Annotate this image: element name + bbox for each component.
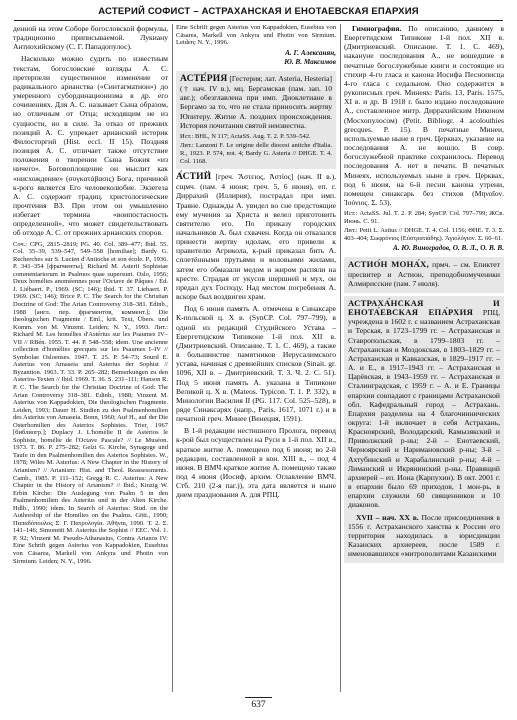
bibliography-continued [176, 24, 336, 47]
entry-text: [Гестерия; лат. Asteria, Hesteria] († нач. IV в.), мц. Бергамская (пам. зап. 10 авг.); обезглавлена при имп. Диоклетиане в Бергамо за то, что не стала приносить жертву Юпитеру. Житие А. поздних происхождения. История почитания святой неизвестна. [180, 73, 332, 130]
entry-literature: Лит.: Petit L. Astius // DHGE. T. 4. Col. 1156; ΘΗΕ. T. 3. Σ. 403–404; Σωφρόνιος (Εὐστρατιάδης). Ἁγιολόγιον. Σ. 60–61. [344, 227, 504, 242]
entry-body [348, 299, 500, 510]
body-paragraph: Под 6 июня память А. отмечена в Синаксаре К-польской ц. X в. (SynCP. Col. 797–799), в одной из редакций Студийского Устава – Евергетидском Типиконе 1-й пол. XII в. (Дмитриевский. Описание. Т. 1. С. 469), а также в большинстве памятников Иерусалимского устава, начиная с древнейших списков (Sinait. gr. 1096, XII в. – Дмитриевский. Т. 3. Ч. 2. С. 51). Под 5 июня память А. указана в Типиконе Великой ц. X в. (Mateos. Typicon. T. 1. P. 332), в Минологии Василия II (PG. 117. Col. 525–528), в ряде Синаксарях (напр., Paris. 1617, 1071 г.) и в печатной греч. Минее (Венеция, 1591). [176, 304, 336, 424]
entry-literature: Лит.: Lanzoni F. Le origine delle diocesi antiche d'Italia. R., 1923. P. 574, not. 4; Bardy G. Asteria // DHGE. T. 4. Col. 1168. [180, 142, 332, 165]
entry-asteria [176, 71, 336, 169]
entry-astiy [176, 172, 336, 499]
entry-headword: АСТЕ́РИЯ [180, 73, 228, 84]
entry-text: прмч. – см. Епиктет пресвитер и Астион, преподобномученики Алмирисские (пам. 7 июля). [348, 260, 500, 288]
body-paragraph: денной на этом Соборе богословской формулы, традиционно приписываемой. Лукиану Антиохийскому (С. Г. Пападопулос). [13, 24, 168, 52]
entry-text: После присоединения в 1556 г. Астраханского ханства к России его территория находилась в юрисдикции Казанских архиереев, после 1589 г. именовавшихся «митрополитами Казанскими [348, 512, 501, 559]
entry-headword: АСТРАХА́НСКАЯ И ЕНОТА́ЕВСКАЯ ЕПА́РХИЯ [348, 297, 500, 318]
page-number-text: 637 [245, 697, 271, 710]
column-divider [340, 24, 341, 692]
entry-sources: Ист.: BHL, N 117; ActaSS. Aug. T. 2. P. 539–542. [180, 132, 311, 140]
entry-headword: АСТИО́Н МОНА́Х, [348, 259, 430, 270]
page-number [0, 700, 517, 710]
entry-references [344, 210, 504, 242]
author-signature [176, 49, 336, 67]
entry-eparchy [344, 296, 504, 563]
entry-text: РПЦ, учреждена в 1602 г. с названием Астраханская и Терская, в 1723–1799 гг. – Астраханская и Ставропольская, в 1799–1803 гг. – Астраханская и Моздокская, в 1803–1829 гг. – Астраханская и Кавказская, в 1829–1917 гг. – А. и Е., в 1917–1943 гг. – Астраханская и Царёвская, в 1943–1959 гг. – Астраханская и Сталинградская, с 1959 г. – А. и Е. Границы епархии совпадают с границами Астраханской обл. Кафедральный город – Астрахань. Епархия разделена на 4 благочиннических округа: 1-й включает в себя Астрахань, Красноярский, Володарский, Камызякский и Приволжский р-ны; 2-й – Енотаевский, Черноярский и Наримановский р-ны; 3-й – Ахтубинский и Харабалинский р-ны; 4-й – Лиманский и Икрянинский р-ны. Правящий архиерей – еп. Иона (Карпухин). В окт. 2001 г. в епархии было 69 приходов, 1 мон-рь, в епархии служили 60 священников и 10 диаконов. [348, 308, 500, 510]
body-paragraph [344, 24, 504, 207]
entry-body [180, 74, 332, 130]
bibliography-tail: Eine Schrift gegen Asterius von Kappadokien, Eusebius von Cäsarea, Markell von Ankyra und Photin von Sirmium. Leiden; N. Y., 1996. [176, 24, 336, 47]
column-left [13, 24, 168, 694]
entry-headword: А́СТИЙ [176, 172, 212, 183]
entry-sources: Ист.: ActaSS. Jul. T. 2. P. 284; SynCP. Col. 797–799; ЖСв. Июнь. С. 91. [344, 210, 504, 225]
author-name: Ю. В. Максимов [284, 57, 336, 66]
section-lead: XVII – нач. XX в. [356, 512, 419, 522]
column-right [344, 24, 504, 694]
column-divider [172, 24, 173, 692]
entry-body [348, 260, 500, 287]
entry-text: По описанию, данному в Евергетидском Типиконе 1-й пол. XII в. (Дмитриевский. Описание. Т. 1. С. 469), накануне последования А., не вошедшие в печатные богослужебные книги и состоящие из стихир 4-го гласа и канона Иосифа Песнописца 4-го гласа с седальном. Оно содержится в рукописных греч. Минеях: Paris. 13, Paris. 1575, XI в. и др. В 1918 г. было издано последование А., составленное митр. Диррахийским Никоном (Мосхопулосом) (Petit. Bibliogr. 4 acolouthies grecques. P. 15). В печатные Минеи, используемые ныне в греч. Церквах, указание на последования А. не вошло. В совр. богослужебной практике сохранилось. Перевод последования А. нет в печатн. В печатных Минеях, используемых ныне в греч. Церквах, под 6 июня, на 6-й песни канона утрени, помещен синаксарь без стихов (Μηναῖον. Ἰούνιος. Σ. 53). [344, 24, 504, 207]
body-paragraph [348, 513, 500, 559]
bibliography [13, 241, 168, 566]
entry-references [180, 133, 332, 165]
body-paragraph: Насколько можно судить по известным текстам, богословские взгляды А. С. претерпели существенное изменение от радикального арианства («Синтагматион») до умеренного субординационизма в др. его сочинениях. Для А. С. называет Сына образом, но отличным от Отца; исходящим не из сущности, но в силе. За отказ от прежних позиций А. С. упрекает арианский историк Филосторгий (Hist. eccl. II 15). Поздняя позиция А. С. отличает также отсутствие положения о творении Сына Божия «из ничего». Боговоплощение он мыслит как «нисхождение» (συγκατάβασις) Бога, причиной к-рого является Его человеколюбие. Экзегеза А. С. содержит традиц. христологические прочтения ВЗ. При этом он умышленно избегает термина «воипостасность определенной», что может свидетельствовать об отходе А. С. от прежних арианских споров. [13, 54, 168, 238]
entry-text: [греч. Ἄστειος, Ἀστίος] (нач. II в.), сщмч. (пам. 4 июня; греч. 5, 6 июня), еп. г. Диррахий (Иллирия), пострадал при имп. Траяне. Однажды А. увидел во сне предстоящие ему мучения за Христа и велел приготовить святителю его. По приказу городских начальников А. был схвачен. Когда он отказался принести жертву идолам, его привели к правителю Агрикола, к-рый приказал бить А. сплетёнными прутьями и воловьими жилами, затем его обмазали медом и жиром распяли на кресте. Страдая от укусов шершней и мух, он предал дух Господу. Над местом погребения А. вскоре был воздвиген храм. [176, 172, 336, 302]
entry-body [176, 172, 336, 301]
running-header: АСТЕРИЙ СОФИСТ – АСТРАХАНСКАЯ И ЕНОТАЕВСКАЯ ЕПАРХИЯ [14, 6, 503, 21]
author-name: А. Г. Алексанян, [285, 48, 336, 57]
author-signature: А. Ю. Виноградов, О. В. Л., О. В. В. [392, 244, 504, 253]
bibliography-text: Соч.: CPG, 2815–2819; PG. 40. Col. 389–477; Ibid. 55. Col. 35–39, 539–547, 549–558 [homiliae]; Bardy G. Recherches sur S. Lucien d'Antioche et son école. P., 1936. P. 341–354 [фрагменты]; Richard M. Asterii Sophistae commentariorum in Psalmos quae supersunt. Oslo, 1956; Deux homélies anoméennes pour l'Octave de Pâques / Éd. J. Liébaert. P., 1969. (SC; 146); Ibid. T. 37. Liebaert. P. 1969. (SC; 146); Вгісе Р. С. The Search for the Christian Doctrine of God: The Arian Controversy 318–381. Edinb., 1988 [англ. пер. фрагментов, коммент.]; Die theologischen Fragmente / Einl., krit. Text, Übers. und Komm. von M. Vinzent. Leiden; N. Y., 1993. Лит.: Richard M. Les homélies d'Astérius sur les Psaumes IV–VII // RBén. 1955. T. 44. P. 548–558; idem. Une ancienne collection d'homélies grecques sur les Psaumes I–IV // Symbolae Osloenses. 1947. T. 25. P. 54–73; Sourd E. Asterius von Amaseia und Asterius der Sophist // Byzantion. 1963. T. 33. P. 265–282; Bemerkungen zu den Asterios-Texten // Ibid. 1969. T. 36. S. 231–111; Hanson R. P. C. The Search for the Christian Doctrine of God: The Arian Controversy 318–381. Edinb., 1988; Vinzent M. Asterius von Kappadokien, Die theologischen Fragmente. Leiden, 1993; Dauer H. Studien zu den Psalmenhomilien des Asterius von Amaseia. Bonn, 1960; Auf H., auf der Die Osterhomilien des Asterios Sophistes. Trier, 1967 [библиогр.]; Duplacy J. L'homélie II de Astérios le Sophiste, homélie de l'Octave Pascale? // Le Muséon. 1973. T. 86. P. 275–282; Gelzi G. Kirche, Synagoge und Taufe in den Psalmenhomilien des Asterios Sophistes. W., 1978; Wiles M. Asterius: A New Chapter in the History of Arianism? // Arianism: Hist. and Theol. Reassessments. Camb., 1985. P. 111–152; Gregg R. C. Asterius: A New Chapter in the History of Arianism? // Ibid.; Kinzig W. Erbin Kirche: Die Auslegung von Psalm 5 in den Psalmenhomilien des Asterius und in der Alten Kirche. Hdlb., 1990; idem. In Search of Asterius: Stud. on the Authorship of the Homilies on the Psalms. Gött., 1990; Παπαδόπουλος Σ. Γ. Πατρολογία. Ἀθῆναι, 1990. T. 2. Σ. 141–146; Simonetti M. Asterius the Sophist // EEC. Vol. 1. P. 92; Vinzent M. Pseudo-Athanasius, Contra Arianos IV: Eine Schrift gegen Asterius von Kappadokien, Eusebius von Cäsarea, Markell von Ankyra und Photin von Sirmium. Leiden; N. Y., 1996. [13, 240, 168, 565]
section-lead: Гимнография. [352, 24, 402, 33]
entry-astion [344, 257, 504, 292]
column-middle [176, 24, 336, 694]
body-paragraph: В 1-й редакции нестишного Пролога, перевод к-рой был осуществлен на Руси в 1-й пол. XII в., краткое житие А. помещено под 6 июня; во 2-й редакции, составленной в кон. XIII в., – под 4 июня. В ВМЧ краткое житие А. помещено также под 4 июня (Иосиф, архим. Оглавление ВМЧ. Стб. 210 (2-я паг.)), эта дата является и ныне днем празднования А. для РПЦ. [176, 426, 336, 500]
